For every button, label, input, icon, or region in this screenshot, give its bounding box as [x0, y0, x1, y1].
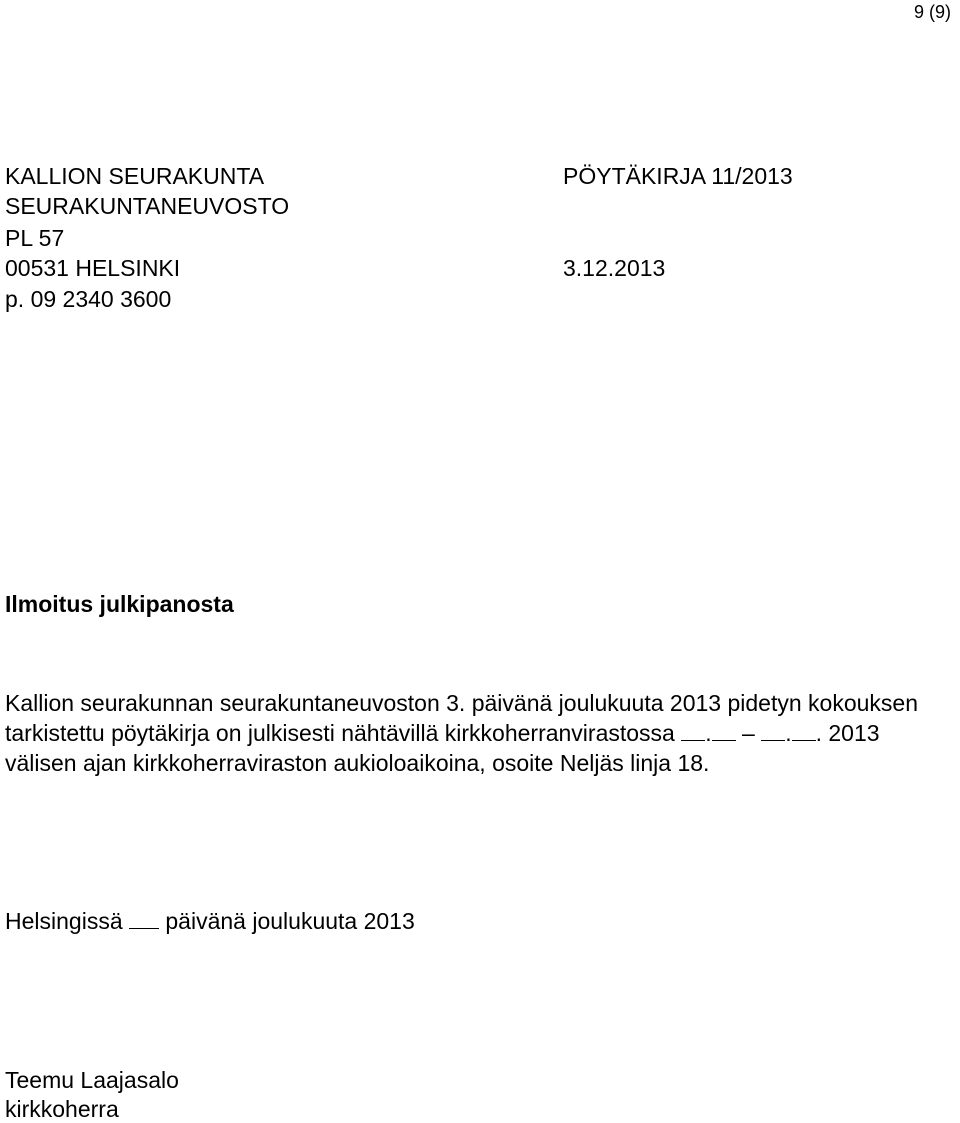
postal-city: 00531 HELSINKI: [5, 255, 181, 281]
notice-line-3: välisen ajan kirkkoherraviraston aukioloaikoina, osoite Neljäs linja 18.: [5, 750, 710, 776]
phone-number: p. 09 2340 3600: [5, 286, 172, 312]
date-text: päivänä joulukuuta 2013: [165, 908, 415, 934]
date-separator-1: .: [705, 720, 712, 746]
blank-day-2: [761, 720, 785, 741]
postal-box: PL 57: [5, 225, 65, 251]
org-name: KALLION SEURAKUNTA: [5, 163, 265, 189]
date-range-dash: –: [742, 720, 755, 746]
notice-line-1: Kallion seurakunnan seurakuntaneuvoston 3. päivänä joulukuuta 2013 pidetyn kokouksen: [5, 690, 918, 716]
org-body: SEURAKUNTANEUVOSTO: [5, 193, 290, 219]
document-title: PÖYTÄKIRJA 11/2013: [563, 163, 793, 189]
place-date-line: [5, 907, 415, 935]
notice-line-2-text: tarkistettu pöytäkirja on julkisesti nähtävillä kirkkoherranvirastossa: [5, 720, 675, 746]
signer-title: kirkkoherra: [5, 1096, 119, 1122]
notice-line-2: [5, 718, 960, 748]
blank-month-1: [712, 720, 736, 741]
blank-day: [129, 908, 159, 929]
page-number: 9 (9): [914, 2, 952, 22]
document-date: 3.12.2013: [563, 255, 666, 281]
notice-paragraph: [5, 688, 960, 778]
blank-day-1: [681, 720, 705, 741]
blank-month-2: [792, 720, 816, 741]
place-name: Helsingissä: [5, 908, 123, 934]
notice-heading: Ilmoitus julkipanosta: [5, 591, 234, 617]
signer-name: Teemu Laajasalo: [5, 1067, 179, 1093]
date-separator-2: .: [785, 720, 792, 746]
date-year: . 2013: [815, 720, 880, 746]
